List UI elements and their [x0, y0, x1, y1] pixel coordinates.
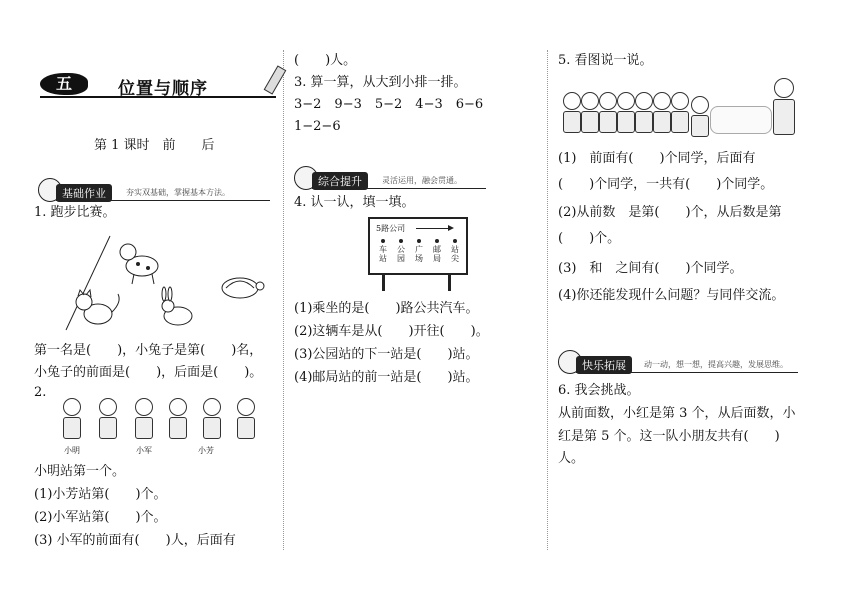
student-figure — [598, 92, 618, 130]
cat-figure — [76, 290, 119, 324]
sign-pole — [448, 273, 451, 291]
q2-intro: 小明站第一个。 — [34, 464, 126, 479]
unit-badge: 五 — [40, 73, 88, 95]
kid-label-xiaoming: 小明 — [64, 446, 80, 455]
q4-title: 4. 认一认，填一填。 — [294, 195, 415, 210]
q5-item-2b: ( )个。 — [558, 231, 621, 246]
lesson-title: 第 1 课时 前 后 — [94, 138, 215, 153]
q4-item-4: (4)邮局站的前一站是( )站。 — [294, 370, 479, 385]
q1-title: 1. 跑步比赛。 — [34, 205, 116, 220]
student-figure — [580, 92, 600, 130]
unit-title: 位置与顺序 — [118, 79, 208, 99]
platform-figure — [710, 106, 772, 134]
student-figure — [670, 92, 690, 130]
dog-figure — [120, 244, 158, 284]
arrow-right-icon — [416, 228, 452, 229]
kid-figure — [236, 398, 256, 436]
student-figure — [652, 92, 672, 130]
q2-continuation: ( )人。 — [294, 53, 357, 68]
section-note: 动一动，想一想，提高兴趣，发展思维。 — [644, 360, 788, 369]
q3-title: 3. 算一算，从大到小排一排。 — [294, 75, 467, 90]
q2-item-3: (3) 小军的前面有( )人，后面有 — [34, 533, 236, 548]
kid-label-xiaojun: 小军 — [136, 446, 152, 455]
bus-stop: 公园 — [396, 239, 406, 263]
section-note: 灵活运用，融会贯通。 — [382, 176, 462, 185]
student-figure — [562, 92, 582, 130]
rabbit-figure — [162, 287, 192, 325]
column-divider-1 — [283, 50, 284, 550]
kid-figure — [62, 398, 82, 436]
section-header-comprehensive — [294, 172, 534, 190]
turtle-figure — [222, 278, 264, 298]
bus-stop-sign — [368, 217, 468, 275]
bus-stop: 站尖 — [450, 239, 460, 263]
q5-item-4: (4)你还能发现什么问题？与同伴交流。 — [558, 288, 785, 303]
q1-line2: 小兔子的前面是( )，后面是( )。 — [34, 365, 263, 380]
bus-stop: 邮局 — [432, 239, 442, 263]
section-rule — [56, 200, 270, 201]
kid-label-xiaofang: 小芳 — [198, 446, 214, 455]
student-figure — [690, 96, 710, 134]
section-note: 夯实双基础，掌握基本方法。 — [126, 188, 230, 197]
sign-pole — [382, 273, 385, 291]
section-header-basic — [38, 184, 270, 202]
q4-item-2: (2)这辆车是从( )开往( )。 — [294, 324, 489, 339]
section-header-fun — [558, 356, 798, 374]
section-rule — [312, 188, 486, 189]
q5-item-2: (2)从前数 是第( )个，从后数是第 — [558, 205, 782, 220]
column-divider-2 — [547, 50, 548, 550]
student-figure — [634, 92, 654, 130]
kid-figure — [202, 398, 222, 436]
kid-figure — [134, 398, 154, 436]
kid-figure — [168, 398, 188, 436]
race-illustration — [64, 232, 274, 337]
q1-line1: 第一名是( )，小兔子是第( )名， — [34, 343, 263, 358]
section-label: 基础作业 — [56, 184, 112, 202]
q3-expressions: 3−2 9−3 5−2 4−3 6−6 — [294, 97, 484, 112]
q4-item-1: (1)乘坐的是( )路公共汽车。 — [294, 301, 479, 316]
kid-figure — [98, 398, 118, 436]
bus-stop: 车站 — [378, 239, 388, 263]
q2-number: 2. — [34, 385, 47, 400]
bus-stop: 广场 — [414, 239, 424, 263]
q3-expressions-2: 1−2−6 — [294, 119, 341, 134]
teacher-figure — [772, 78, 796, 134]
section-label: 综合提升 — [312, 172, 368, 190]
q5-item-3: (3) 和 之间有( )个同学。 — [558, 261, 743, 276]
q6-line-2: 红是第 5 个。这一队小朋友共有( ) — [558, 429, 780, 444]
section-label: 快乐拓展 — [576, 356, 632, 374]
q2-item-1: (1)小芳站第( )个。 — [34, 487, 167, 502]
q2-item-2: (2)小军站第( )个。 — [34, 510, 167, 525]
student-figure — [616, 92, 636, 130]
q6-title: 6. 我会挑战。 — [558, 383, 640, 398]
q6-line-3: 人。 — [558, 451, 585, 466]
q5-item-1b: ( )个同学，一共有( )个同学。 — [558, 177, 774, 192]
sign-heading: 5路公司 — [376, 224, 406, 233]
q6-line-1: 从前面数，小红是第 3 个，从后面数，小 — [558, 406, 796, 421]
q4-item-3: (3)公园站的下一站是( )站。 — [294, 347, 479, 362]
q5-title: 5. 看图说一说。 — [558, 53, 653, 68]
q5-item-1: (1) 前面有( )个同学，后面有 — [558, 151, 756, 166]
section-rule — [576, 372, 798, 373]
